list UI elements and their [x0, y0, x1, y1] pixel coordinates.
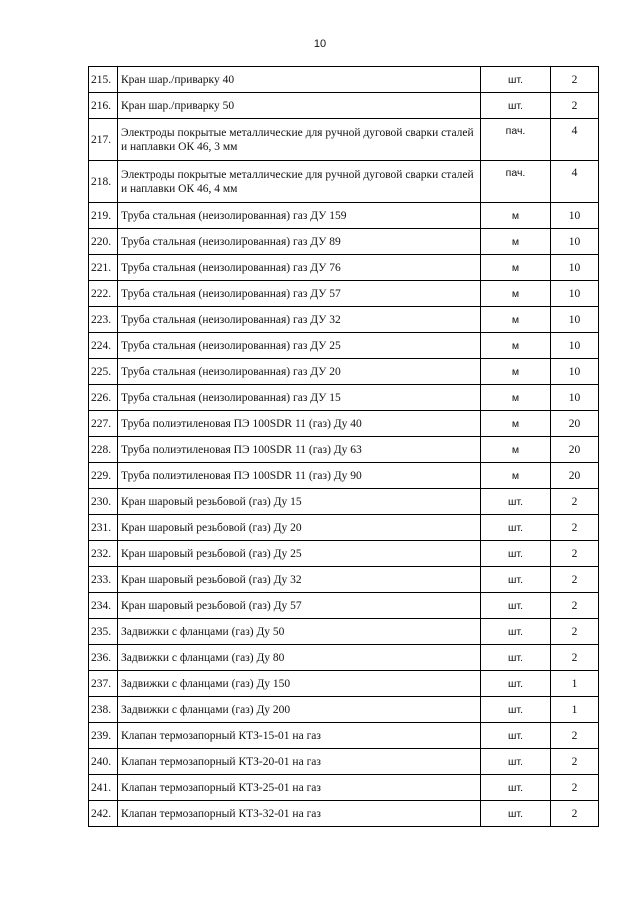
table-row — [89, 775, 599, 801]
item-name: Кран шар./приварку 50 — [118, 93, 481, 119]
row-number: 237. — [89, 671, 118, 697]
item-quantity: 2 — [551, 619, 599, 645]
table-row — [89, 229, 599, 255]
item-quantity: 10 — [551, 203, 599, 229]
row-number: 236. — [89, 645, 118, 671]
item-name: Кран шаровый резьбовой (газ) Ду 57 — [118, 593, 481, 619]
row-number: 241. — [89, 775, 118, 801]
item-name: Электроды покрытые металлические для ручной дуговой сварки сталей и наплавки ОК 46, 4 мм — [118, 161, 481, 203]
row-number: 228. — [89, 437, 118, 463]
item-unit: шт. — [481, 645, 551, 671]
item-name: Электроды покрытые металлические для ручной дуговой сварки сталей и наплавки ОК 46, 3 мм — [118, 119, 481, 161]
item-quantity: 20 — [551, 437, 599, 463]
item-quantity: 2 — [551, 67, 599, 93]
table-row — [89, 463, 599, 489]
item-name: Труба стальная (неизолированная) газ ДУ 25 — [118, 333, 481, 359]
item-name: Труба полиэтиленовая ПЭ 100SDR 11 (газ) Ду 90 — [118, 463, 481, 489]
table-row — [89, 93, 599, 119]
row-number: 235. — [89, 619, 118, 645]
item-unit: м — [481, 203, 551, 229]
table-row — [89, 437, 599, 463]
item-name: Клапан термозапорный КТЗ-25-01 на газ — [118, 775, 481, 801]
item-quantity: 10 — [551, 333, 599, 359]
row-number: 217. — [89, 119, 118, 161]
item-quantity: 10 — [551, 359, 599, 385]
row-number: 230. — [89, 489, 118, 515]
item-unit: шт. — [481, 67, 551, 93]
item-unit: шт. — [481, 775, 551, 801]
item-name: Кран шаровый резьбовой (газ) Ду 32 — [118, 567, 481, 593]
item-name: Задвижки с фланцами (газ) Ду 80 — [118, 645, 481, 671]
item-quantity: 20 — [551, 463, 599, 489]
item-unit: шт. — [481, 801, 551, 827]
table-row — [89, 281, 599, 307]
item-unit: м — [481, 255, 551, 281]
row-number: 216. — [89, 93, 118, 119]
table-row — [89, 593, 599, 619]
table-row — [89, 489, 599, 515]
item-quantity: 20 — [551, 411, 599, 437]
items-table — [88, 66, 599, 827]
item-quantity: 4 — [551, 119, 599, 161]
table-row — [89, 515, 599, 541]
item-quantity: 10 — [551, 307, 599, 333]
item-unit: м — [481, 307, 551, 333]
item-quantity: 2 — [551, 645, 599, 671]
row-number: 231. — [89, 515, 118, 541]
item-name: Труба полиэтиленовая ПЭ 100SDR 11 (газ) Ду 40 — [118, 411, 481, 437]
row-number: 222. — [89, 281, 118, 307]
item-unit: шт. — [481, 671, 551, 697]
table-row — [89, 697, 599, 723]
table-row — [89, 723, 599, 749]
item-quantity: 4 — [551, 161, 599, 203]
row-number: 229. — [89, 463, 118, 489]
table-row — [89, 645, 599, 671]
table-row — [89, 203, 599, 229]
table-row — [89, 161, 599, 203]
item-quantity: 10 — [551, 255, 599, 281]
table-row — [89, 359, 599, 385]
item-name: Задвижки с фланцами (газ) Ду 200 — [118, 697, 481, 723]
item-name: Задвижки с фланцами (газ) Ду 50 — [118, 619, 481, 645]
item-quantity: 2 — [551, 775, 599, 801]
item-unit: шт. — [481, 697, 551, 723]
item-unit: шт. — [481, 619, 551, 645]
row-number: 239. — [89, 723, 118, 749]
item-quantity: 10 — [551, 385, 599, 411]
item-unit: шт. — [481, 567, 551, 593]
item-quantity: 2 — [551, 749, 599, 775]
item-name: Труба стальная (неизолированная) газ ДУ 159 — [118, 203, 481, 229]
item-name: Клапан термозапорный КТЗ-15-01 на газ — [118, 723, 481, 749]
table-row — [89, 567, 599, 593]
item-quantity: 2 — [551, 593, 599, 619]
item-quantity: 2 — [551, 567, 599, 593]
row-number: 221. — [89, 255, 118, 281]
row-number: 232. — [89, 541, 118, 567]
row-number: 242. — [89, 801, 118, 827]
table-row — [89, 411, 599, 437]
item-quantity: 2 — [551, 489, 599, 515]
item-unit: м — [481, 385, 551, 411]
item-quantity: 2 — [551, 801, 599, 827]
item-quantity: 10 — [551, 281, 599, 307]
item-name: Труба полиэтиленовая ПЭ 100SDR 11 (газ) Ду 63 — [118, 437, 481, 463]
item-unit: шт. — [481, 749, 551, 775]
item-unit: пач. — [481, 119, 551, 161]
item-unit: м — [481, 333, 551, 359]
table-row — [89, 255, 599, 281]
item-name: Труба стальная (неизолированная) газ ДУ 89 — [118, 229, 481, 255]
row-number: 225. — [89, 359, 118, 385]
item-name: Кран шаровый резьбовой (газ) Ду 20 — [118, 515, 481, 541]
item-unit: шт. — [481, 593, 551, 619]
item-name: Труба стальная (неизолированная) газ ДУ 32 — [118, 307, 481, 333]
page-number: 10 — [313, 38, 327, 50]
item-name: Труба стальная (неизолированная) газ ДУ 57 — [118, 281, 481, 307]
item-unit: пач. — [481, 161, 551, 203]
item-unit: м — [481, 463, 551, 489]
item-unit: шт. — [481, 489, 551, 515]
row-number: 227. — [89, 411, 118, 437]
row-number: 219. — [89, 203, 118, 229]
row-number: 233. — [89, 567, 118, 593]
row-number: 240. — [89, 749, 118, 775]
item-unit: шт. — [481, 93, 551, 119]
item-name: Труба стальная (неизолированная) газ ДУ 15 — [118, 385, 481, 411]
item-unit: шт. — [481, 541, 551, 567]
item-unit: м — [481, 281, 551, 307]
row-number: 223. — [89, 307, 118, 333]
row-number: 218. — [89, 161, 118, 203]
item-name: Кран шаровый резьбовой (газ) Ду 15 — [118, 489, 481, 515]
table-row — [89, 307, 599, 333]
item-name: Задвижки с фланцами (газ) Ду 150 — [118, 671, 481, 697]
table-row — [89, 619, 599, 645]
table-row — [89, 801, 599, 827]
items-table-body — [89, 67, 599, 827]
table-row — [89, 749, 599, 775]
table-row — [89, 671, 599, 697]
item-name: Клапан термозапорный КТЗ-32-01 на газ — [118, 801, 481, 827]
item-name: Кран шар./приварку 40 — [118, 67, 481, 93]
item-name: Кран шаровый резьбовой (газ) Ду 25 — [118, 541, 481, 567]
item-name: Труба стальная (неизолированная) газ ДУ 20 — [118, 359, 481, 385]
table-row — [89, 541, 599, 567]
row-number: 226. — [89, 385, 118, 411]
item-quantity: 1 — [551, 671, 599, 697]
item-quantity: 2 — [551, 93, 599, 119]
table-row — [89, 333, 599, 359]
table-row — [89, 385, 599, 411]
table-row — [89, 119, 599, 161]
row-number: 234. — [89, 593, 118, 619]
row-number: 220. — [89, 229, 118, 255]
item-unit: м — [481, 437, 551, 463]
item-unit: шт. — [481, 723, 551, 749]
row-number: 215. — [89, 67, 118, 93]
item-quantity: 2 — [551, 541, 599, 567]
item-unit: м — [481, 411, 551, 437]
item-unit: м — [481, 359, 551, 385]
item-name: Труба стальная (неизолированная) газ ДУ 76 — [118, 255, 481, 281]
item-unit: м — [481, 229, 551, 255]
item-name: Клапан термозапорный КТЗ-20-01 на газ — [118, 749, 481, 775]
table-row — [89, 67, 599, 93]
item-quantity: 1 — [551, 697, 599, 723]
item-quantity: 2 — [551, 723, 599, 749]
item-quantity: 2 — [551, 515, 599, 541]
row-number: 224. — [89, 333, 118, 359]
item-quantity: 10 — [551, 229, 599, 255]
item-unit: шт. — [481, 515, 551, 541]
row-number: 238. — [89, 697, 118, 723]
